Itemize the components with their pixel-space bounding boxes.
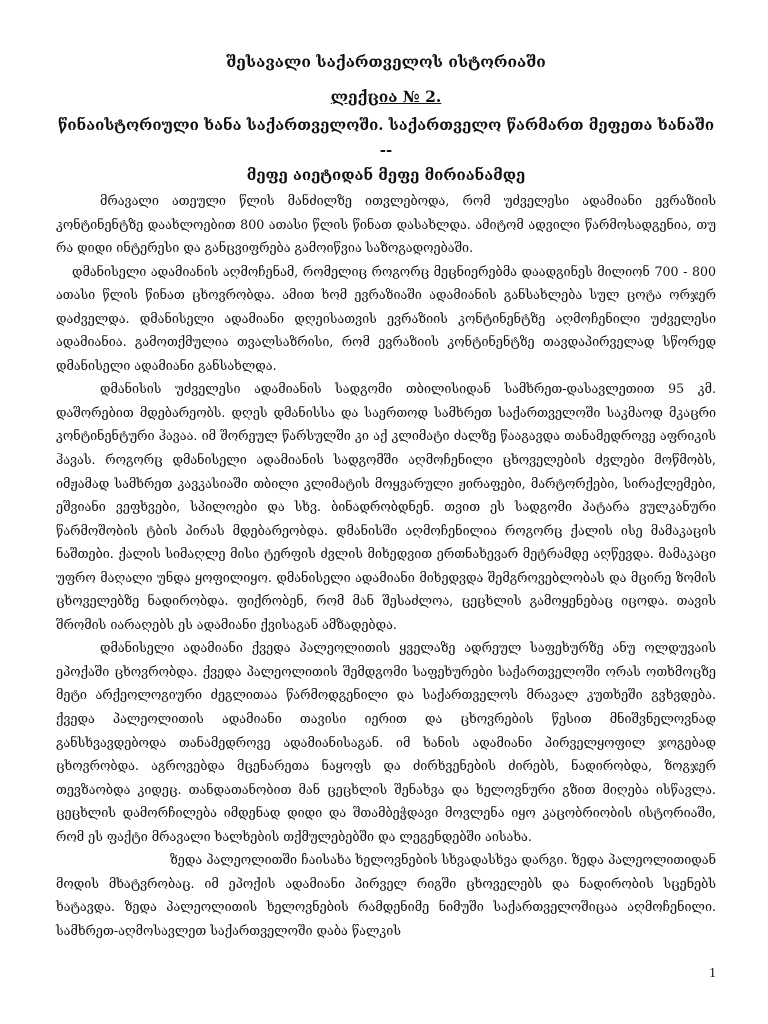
document-body: [56, 189, 716, 943]
paragraph-3: დმანისის უძველესი ადამიანის სადგომი თბილისიდან სამხრეთ-დასავლეთით 95 კმ. დაშორებით მდებარეობს. დღეს დმანისსა და საერთოდ სამხრეთ საქართველოში საკმაოდ მკაცრი კონტინენტური ჰავაა. იმ შორეულ წარსულში კი აქ კლიმატი ძალზე წააგავდა თანამედროვე აფრიკის ჰავას. როგორც დმანისელი ადამიანის სადგომში აღმოჩენილი ცხოველების ძვლები მოწმობს, იმჟამად სამხრეთ კავკასიაში თბილი კლიმატის მოყვარული ჟირაფები, მარტორქები, სირაქლემები, ეშვიანი ვეფხვები, სპილოები და სხვ. ბინადრობდნენ. თვით ეს სადგომი პატარა ვულკანური წარმოშობის ტბის პირას მდებარეობდა. დმანისში აღმოჩენილია როგორც ქალის ისე მამაკაცის ნაშთები. ქალის სიმაღლე მისი ტერფის ძვლის მიხედვით ერთნახევარ მეტრამდე აღწევდა. მამაკაცი უფრო მაღალი უნდა ყოფილიყო. დმანისელი ადამიანი მიხედვდა შემგროვებლობას და მცირე ზომის ცხოველებზე ნადირობდა. ფიქრობენ, რომ მან შესაძლოა, ცეცხლის გამოყენებაც იცოდა. თავის შრომის იარაღებს ეს ადამიანი ქვისაგან ამზადებდა.: [56, 381, 716, 632]
lecture-subtitle: [56, 113, 716, 188]
paragraph-2: დმანისელი ადამიანის აღმოჩენამ, რომელიც როგორც მეცნიერებმა დაადგინეს მილიონ 700 - 800 ათასი წლის წინათ ცხოვრობდა. ამით ხომ ევრაზიაში ადამიანის განსახლება სულ ცოტა ორჯერ დაძველდა. დმანისელი ადამიანი დღეისათვის ევრაზიის კონტინენტზე აღმოჩენილი უძველესი ადამიანია. გამოთქმულია თვალსაზრისი, რომ ევრაზიის კონტინენტზე თავდაპირველად სწორედ დმანისელი ადამიანი განსახლდა.: [56, 263, 716, 373]
document-title: შესავალი საქართველოს ისტორიაში: [226, 52, 546, 71]
subtitle-line-2: მეფე აიეტიდან მეფე მირიანამდე: [246, 166, 526, 184]
subtitle-line-1: წინაისტორიული ხანა საქართველოში. საქართველო წარმართ მეფეთა ხანაში --: [57, 116, 715, 159]
paragraph-1: მრავალი ათეული წლის მანძილზე ითვლებოდა, რომ უძველესი ადამიანი ევრაზიის კონტინენტზე დაახლოებით 800 ათასი წლის წინათ დასახლდა. ამიტომ ადვილი წარმოსადგენია, თუ რა დიდი ინტერესი და განცვიფრება გამოიწვია საზოგადოებაში.: [56, 193, 716, 256]
paragraph-5: ზედა პალეოლითში ჩაისახა ხელოვნების სხვადასხვა დარგი. ზედა პალეოლითიდან მოდის მხატვრობაც. იმ ეპოქის ადამიანი პირველ რიგში ცხოველებს და ნადირობის სცენებს ხატავდა. ზედა პალეოლითის ხელოვნების რამდენიმე ნიმუში საქართველოშიცაა აღმოჩენილი. სამხრეთ-აღმოსავლეთ საქართველოში დაბა წალკის: [56, 852, 716, 938]
paragraph-4: დმანისელი ადამიანი ქვედა პალეოლითის ყველაზე ადრეულ საფეხურზე ანუ ოლდუვაის ეპოქაში ცხოვრობდა. ქვედა პალეოლითის შემდგომი საფეხურები საქართველოში ორას ოთხმოცზე მეტი არქეოლოგიური ძეგლითაა წარმოდგენილი და საქართველოს მრავალ კუთხეში გვხვდება. ქვედა პალეოლითის ადამიანი თავისი იერით და ცხოვრების წესით მნიშვნელოვნად განსხვავდებოდა თანამედროვე ადამიანისაგან. იმ ხანის ადამიანი პირველყოფილ ჯოგებად ცხოვრობდა. აგროვებდა მცენარეთა ნაყოფს და ძირხვენების ძირებს, ნადირობდა, ზოგჯერ თევზაობდა კიდეც. თანდათანობით მან ცეცხლის შენახვა და ხელოვნური გზით მიღება ისწავლა. ცეცხლის დამორჩილება იმდენად დიდი და შთამბეჭდავი მოვლენა იყო კაცობრიობის ისტორიაში, რომ ეს ფაქტი მრავალი ხალხების თქმულებებში და ლეგენდებში აისახა.: [56, 640, 716, 844]
lecture-number: ლექცია № 2.: [330, 87, 442, 106]
page-number: 1: [709, 966, 716, 981]
